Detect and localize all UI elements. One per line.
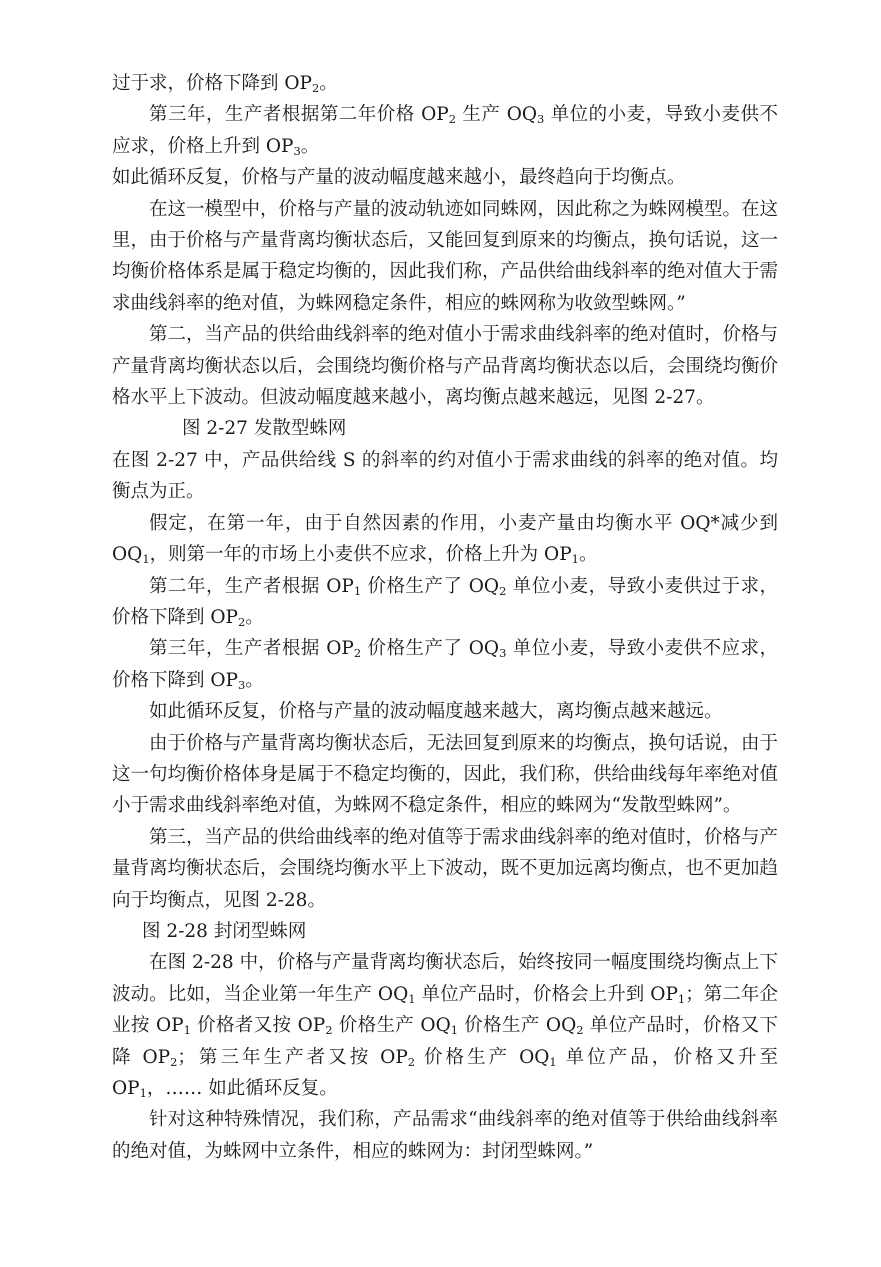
body-paragraph: 在图 2-27 中，产品供给线 S 的斜率的约对值小于需求曲线的斜率的绝对值。均衡点为正。 — [112, 449, 778, 503]
body-paragraph: 针对这种特殊情况，我们称，产品需求“曲线斜率的绝对值等于供给曲线斜率的绝对值，为蛛网中立条件，相应的蛛网为：封闭型蛛网。” — [112, 1109, 778, 1162]
figure-caption: 图 2-28 封闭型蛛网 — [142, 920, 307, 942]
body-paragraph: 第三，当产品的供给曲线率的绝对值等于需求曲线斜率的绝对值时，价格与产量背离均衡状态后，会围绕均衡水平上下波动，既不更加远离均衡点，也不更加趋向于均衡点，见图 2-28。 — [112, 826, 779, 911]
body-paragraph: 如此循环反复，价格与产量的波动幅度越来越大，离均衡点越来越远。 — [149, 701, 723, 723]
body-paragraph: 第二，当产品的供给曲线斜率的绝对值小于需求曲线斜率的绝对值时，价格与产量背离均衡状态以后，会围绕均衡价格与产品背离均衡状态以后，会围绕均衡价格水平上下波动。但波动幅度越来越小，离均衡点越来越远，见图 2-27。 — [112, 324, 779, 409]
body-paragraph: 由于价格与产量背离均衡状态后，无法回复到原来的均衡点，换句话说，由于这一句均衡价格体身是属于不稳定均衡的，因此，我们称，供给曲线每年率绝对值小于需求曲线斜率绝对值，为蛛网不稳定条件，相应的蛛网为“发散型蛛网”。 — [112, 732, 779, 817]
body-paragraph: 过于求，价格下降到 $OP_2$。 — [112, 73, 338, 95]
document-page — [112, 68, 778, 1167]
body-paragraph: 第三年，生产者根据第二年价格 $OP_2$ 生产 $OQ_3$ 单位的小麦，导致小麦供不应求，价格上升到 $OP_3$。 — [112, 104, 778, 158]
body-paragraph: 第二年，生产者根据 $OP_1$ 价格生产了 $OQ_2$ 单位小麦，导致小麦供过于求，价格下降到 $OP_2$。 — [112, 575, 778, 629]
body-paragraph: 在图 2-28 中，价格与产量背离均衡状态后，始终按同一幅度围绕均衡点上下波动。比如，当企业第一年生产 $OQ_1$ 单位产品时，价格会上升到 $OP_1$；第二年企业按 $OP_1$ 价格者又按 $OP_2$ 价格生产 $OQ_1$ 价格生产 $OQ_2$ 单位产品时，价格又下降 $OP_2$；第三年生产者又按 $OP_2$ 价格生产 $OQ_1$ 单位产品，价格又升至 $OP_1$，…… 如此循环反复。 — [112, 952, 778, 1100]
body-paragraph: 假定，在第一年，由于自然因素的作用，小麦产量由均衡水平 OQ*减少到 $OQ_1$，则第一年的市场上小麦供不应求，价格上升为 $OP_1$。 — [112, 512, 778, 566]
body-paragraph: 第三年，生产者根据 $OP_2$ 价格生产了 $OQ_3$ 单位小麦，导致小麦供不应求，价格下降到 $OP_3$。 — [112, 638, 778, 692]
body-paragraph: 如此循环反复，价格与产量的波动幅度越来越小，最终趋向于均衡点。 — [112, 167, 686, 189]
body-paragraph: 在这一模型中，价格与产量的波动轨迹如同蛛网，因此称之为蛛网模型。在这里，由于价格与产量背离均衡状态后，又能回复到原来的均衡点，换句话说，这一均衡价格体系是属于稳定均衡的，因此我们称，产品供给曲线斜率的绝对值大于需求曲线斜率的绝对值，为蛛网稳定条件，相应的蛛网称为收敛型蛛网。” — [112, 198, 779, 314]
figure-caption: 图 2-27 发散型蛛网 — [182, 418, 347, 440]
